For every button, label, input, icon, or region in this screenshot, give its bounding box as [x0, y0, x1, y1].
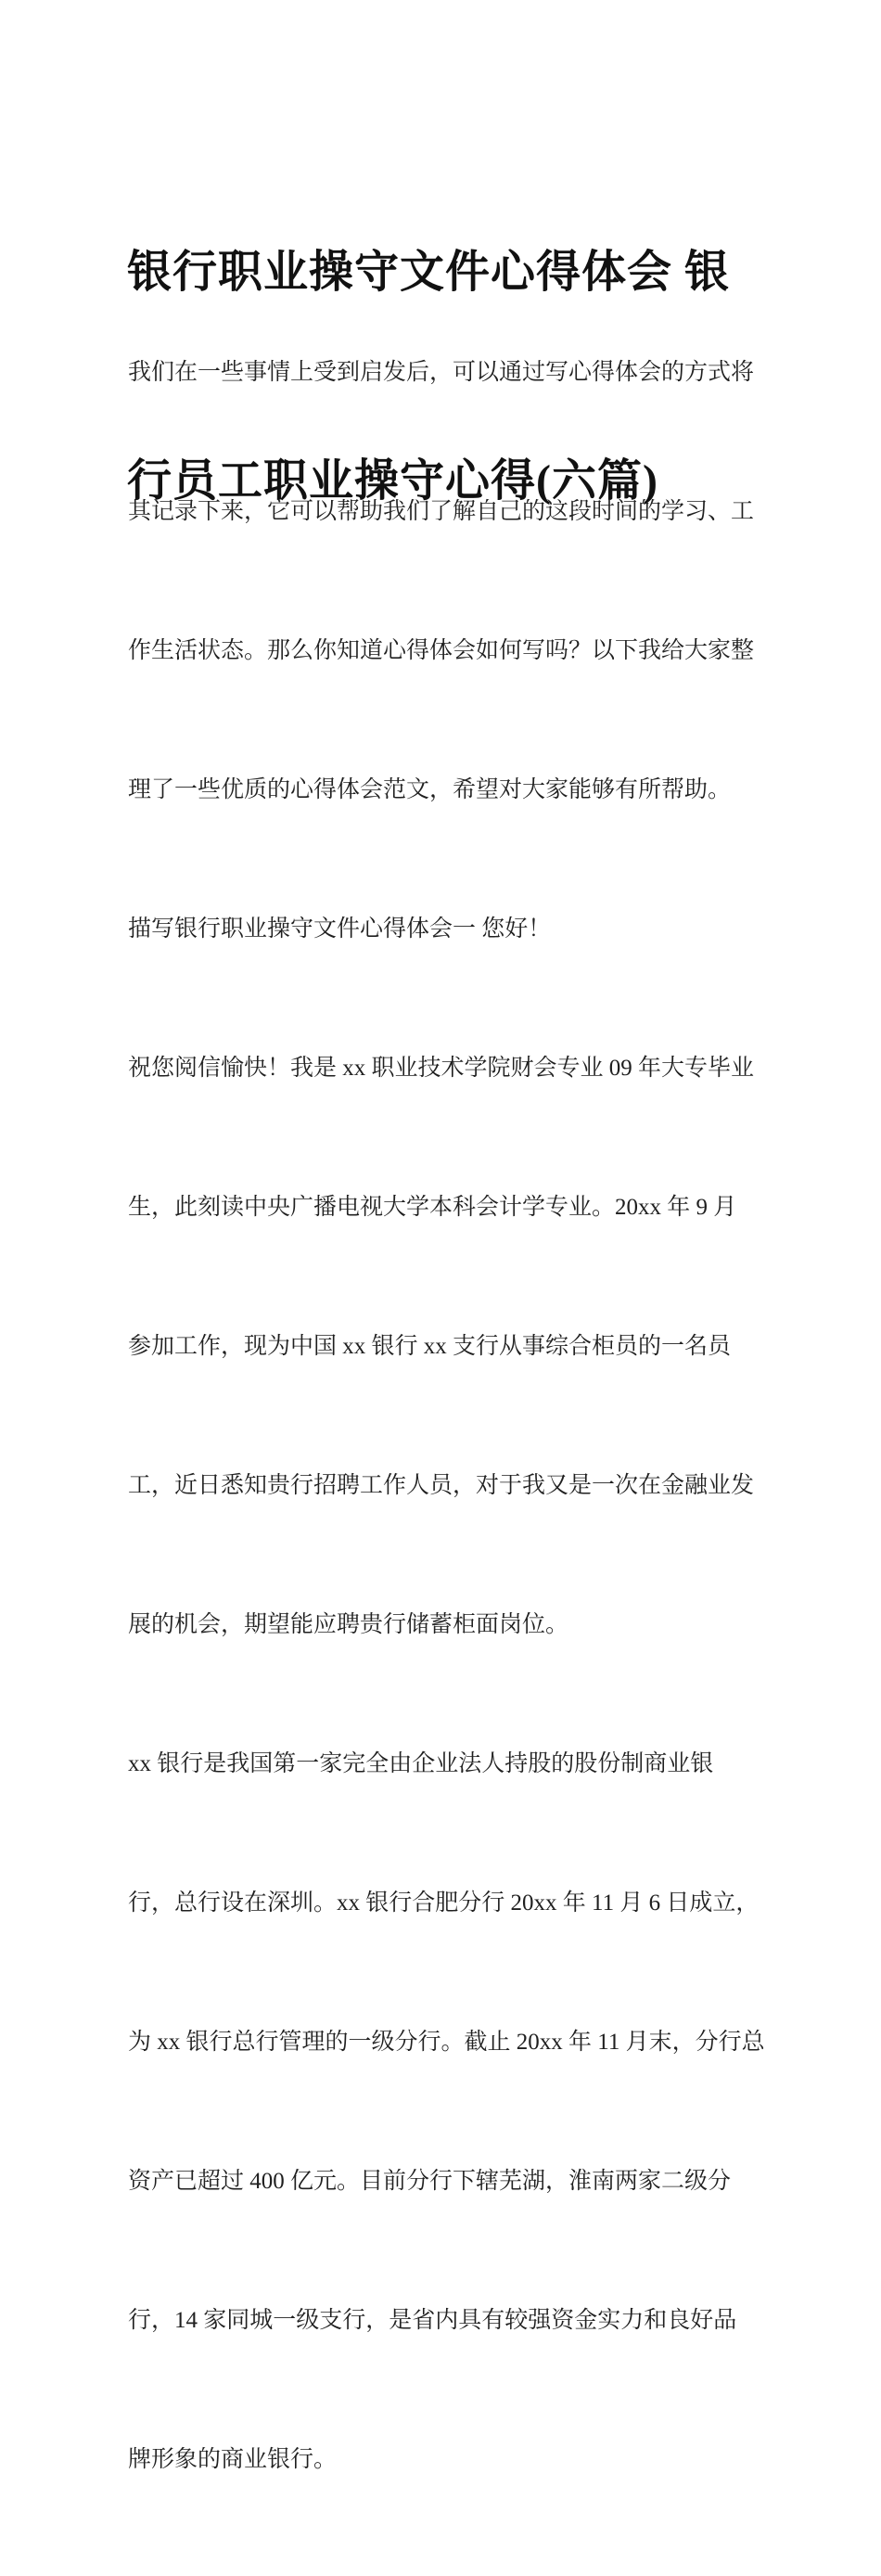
body-line: 行，总行设在深圳。xx 银行合肥分行 20xx 年 11 月 6 日成立， — [128, 1890, 760, 1916]
body-line: 为 xx 银行总行管理的一级分行。截止 20xx 年 11 月末，分行总 — [128, 2030, 765, 2055]
body-line: 行，14 家同城一级支行，是省内具有较强资金实力和良好品 — [128, 2308, 737, 2333]
body-line: xx 银行是我国第一家完全由企业法人持股的股份制商业银 — [128, 1751, 714, 1776]
body-line: 生，此刻读中央广播电视大学本科会计学专业。20xx 年 9 月 — [128, 1195, 737, 1220]
body-line: 作生活状态。那么你知道心得体会如何写吗？以下我给大家整 — [128, 638, 755, 663]
body-line: 参加工作，现为中国 xx 银行 xx 支行从事综合柜员的一名员 — [128, 1334, 732, 1359]
title-line: 行员工职业操守心得(六篇) — [127, 456, 658, 506]
body-line: 资产已超过 400 亿元。目前分行下辖芜湖，淮南两家二级分 — [128, 2169, 732, 2194]
body-line: 工，近日悉知贵行招聘工作人员，对于我又是一次在金融业发 — [128, 1473, 755, 1498]
body-line: 牌形象的商业银行。 — [128, 2447, 338, 2472]
body-line: 祝您阅信愉快！我是 xx 职业技术学院财会专业 09 年大专毕业 — [128, 1056, 755, 1081]
body-line: 描写银行职业操守文件心得体会一 您好！ — [128, 916, 552, 942]
body-line: 理了一些优质的心得体会范文，希望对大家能够有所帮助。 — [128, 777, 732, 802]
document-body — [128, 257, 765, 2576]
body-line: 我们在一些事情上受到启发后，可以通过写心得体会的方式将 — [128, 360, 755, 385]
body-line: 其记录下来，它可以帮助我们了解自己的这段时间的学习、工 — [128, 499, 755, 524]
body-line: 展的机会，期望能应聘贵行储蓄柜面岗位。 — [128, 1612, 569, 1637]
title-line: 银行职业操守文件心得体会 银 — [127, 248, 731, 297]
